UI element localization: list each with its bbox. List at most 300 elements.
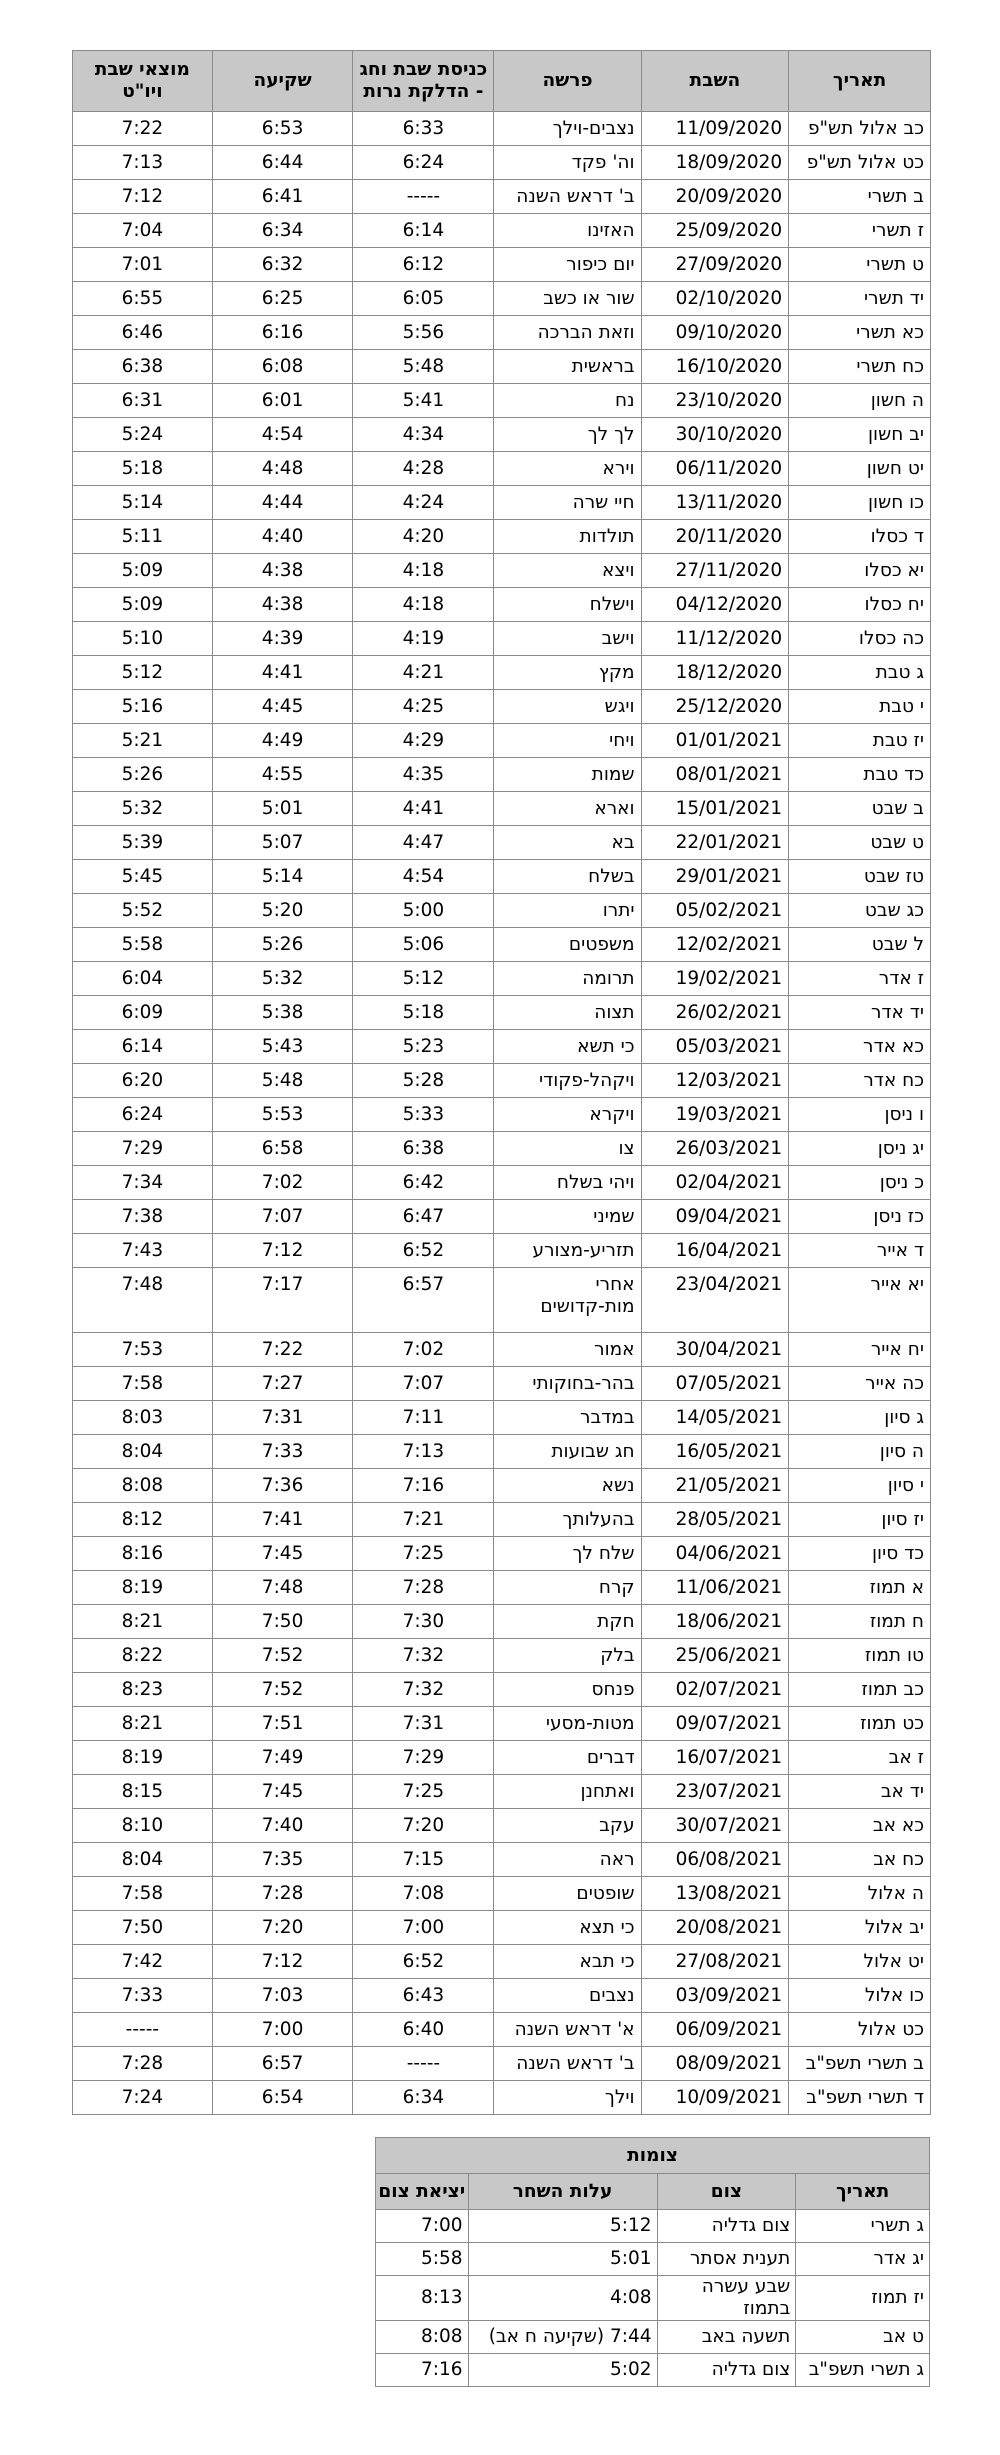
hebrew-date-cell: כז ניסן (789, 1200, 931, 1234)
candle-lighting-cell: 5:18 (353, 996, 494, 1030)
table-row (73, 1367, 931, 1401)
table-row (376, 2243, 930, 2276)
sunset-cell: 7:17 (212, 1268, 353, 1333)
candle-lighting-cell: 4:41 (353, 792, 494, 826)
shabbat-end-cell: 5:58 (73, 928, 213, 962)
parasha-cell: בהר-בחוקותי (494, 1367, 641, 1401)
hebrew-date-cell: ח תמוז (789, 1605, 931, 1639)
table-row (73, 1333, 931, 1367)
shabbat-end-cell: 7:50 (73, 1911, 213, 1945)
shabbat-end-cell: 7:12 (73, 180, 213, 214)
saturday-date-cell: 19/03/2021 (641, 1098, 789, 1132)
sunset-cell: 5:07 (212, 826, 353, 860)
candle-lighting-cell: 7:20 (353, 1809, 494, 1843)
candle-lighting-cell: 4:29 (353, 724, 494, 758)
parasha-cell: שור או כשב (494, 282, 641, 316)
parasha-cell: ואתחנן (494, 1775, 641, 1809)
shabbat-end-cell: 6:38 (73, 350, 213, 384)
saturday-date-cell: 06/08/2021 (641, 1843, 789, 1877)
fast-name-cell: שבע עשרה בתמוז (657, 2276, 796, 2321)
hebrew-date-cell: יז טבת (789, 724, 931, 758)
table-row (73, 1673, 931, 1707)
shabbat-end-cell: 5:09 (73, 588, 213, 622)
shabbat-end-cell: 5:09 (73, 554, 213, 588)
fast-end-cell: 7:16 (376, 2354, 469, 2387)
parasha-cell: בשלח (494, 860, 641, 894)
header-cell: כניסת שבת וחג - הדלקת נרות (353, 51, 494, 112)
saturday-date-cell: 04/06/2021 (641, 1537, 789, 1571)
parasha-cell: ויקהל-פקודי (494, 1064, 641, 1098)
shabbat-end-cell: 7:22 (73, 112, 213, 146)
table-row (73, 758, 931, 792)
hebrew-date-cell: כב אלול תש"פ (789, 112, 931, 146)
sunset-cell: 5:53 (212, 1098, 353, 1132)
parasha-cell: משפטים (494, 928, 641, 962)
sunset-cell: 7:02 (212, 1166, 353, 1200)
saturday-date-cell: 06/09/2021 (641, 2013, 789, 2047)
parasha-cell: תרומה (494, 962, 641, 996)
saturday-date-cell: 26/03/2021 (641, 1132, 789, 1166)
parasha-cell: ויצא (494, 554, 641, 588)
parasha-cell: שלח לך (494, 1537, 641, 1571)
shabbat-end-cell: 5:26 (73, 758, 213, 792)
sunset-cell: 7:50 (212, 1605, 353, 1639)
sunset-cell: 7:35 (212, 1843, 353, 1877)
saturday-date-cell: 25/12/2020 (641, 690, 789, 724)
candle-lighting-cell: 4:18 (353, 554, 494, 588)
candle-lighting-cell: 6:43 (353, 1979, 494, 2013)
parasha-cell: חקת (494, 1605, 641, 1639)
saturday-date-cell: 04/12/2020 (641, 588, 789, 622)
saturday-date-cell: 23/04/2021 (641, 1268, 789, 1333)
candle-lighting-cell: 4:28 (353, 452, 494, 486)
parasha-cell: דברים (494, 1741, 641, 1775)
candle-lighting-cell: 7:16 (353, 1469, 494, 1503)
table-row (73, 1200, 931, 1234)
candle-lighting-cell: 7:31 (353, 1707, 494, 1741)
hebrew-date-cell: כד טבת (789, 758, 931, 792)
table-row (73, 180, 931, 214)
header-cell: פרשה (494, 51, 641, 112)
hebrew-date-cell: כד סיון (789, 1537, 931, 1571)
sunset-cell: 4:38 (212, 588, 353, 622)
hebrew-date-cell: כה כסלו (789, 622, 931, 656)
hebrew-date-cell: יב אלול (789, 1911, 931, 1945)
saturday-date-cell: 19/02/2021 (641, 962, 789, 996)
parasha-cell: נח (494, 384, 641, 418)
table-row (376, 2276, 930, 2321)
header-cell: השבת (641, 51, 789, 112)
parasha-cell: בראשית (494, 350, 641, 384)
sunset-cell: 7:28 (212, 1877, 353, 1911)
candle-lighting-cell: 7:29 (353, 1741, 494, 1775)
saturday-date-cell: 27/09/2020 (641, 248, 789, 282)
table-row (73, 2047, 931, 2081)
hebrew-date-cell: יג ניסן (789, 1132, 931, 1166)
header-cell: צום (657, 2174, 796, 2210)
candle-lighting-cell: 6:57 (353, 1268, 494, 1333)
shabbat-end-cell: 8:04 (73, 1435, 213, 1469)
shabbat-end-cell: 7:28 (73, 2047, 213, 2081)
hebrew-date-cell: ט תשרי (789, 248, 931, 282)
header-cell: מוצאי שבת ויו"ט (73, 51, 213, 112)
saturday-date-cell: 03/09/2021 (641, 1979, 789, 2013)
saturday-date-cell: 18/09/2020 (641, 146, 789, 180)
saturday-date-cell: 18/06/2021 (641, 1605, 789, 1639)
table-row (73, 452, 931, 486)
fast-end-cell: 5:58 (376, 2243, 469, 2276)
saturday-date-cell: 12/03/2021 (641, 1064, 789, 1098)
shabbat-end-cell: 5:14 (73, 486, 213, 520)
sunset-cell: 7:36 (212, 1469, 353, 1503)
candle-lighting-cell: 5:33 (353, 1098, 494, 1132)
sunset-cell: 4:54 (212, 418, 353, 452)
parasha-cell: ב' דראש השנה (494, 2047, 641, 2081)
sunset-cell: 5:01 (212, 792, 353, 826)
candle-lighting-cell: 6:24 (353, 146, 494, 180)
parasha-cell: כי תצא (494, 1911, 641, 1945)
saturday-date-cell: 06/11/2020 (641, 452, 789, 486)
candle-lighting-cell: 7:11 (353, 1401, 494, 1435)
saturday-date-cell: 05/02/2021 (641, 894, 789, 928)
table-row (73, 1401, 931, 1435)
table-row (73, 384, 931, 418)
fast-date-cell: יז תמוז (796, 2276, 930, 2321)
shabbat-end-cell: 6:09 (73, 996, 213, 1030)
sunset-cell: 6:44 (212, 146, 353, 180)
parasha-cell: לך לך (494, 418, 641, 452)
shabbat-end-cell: 5:16 (73, 690, 213, 724)
saturday-date-cell: 30/04/2021 (641, 1333, 789, 1367)
candle-lighting-cell: 7:07 (353, 1367, 494, 1401)
table-row (73, 622, 931, 656)
hebrew-date-cell: י טבת (789, 690, 931, 724)
saturday-date-cell: 18/12/2020 (641, 656, 789, 690)
fast-name-cell: תענית אסתר (657, 2243, 796, 2276)
sunset-cell: 6:41 (212, 180, 353, 214)
table-row (73, 1098, 931, 1132)
parasha-cell: ויהי בשלח (494, 1166, 641, 1200)
parasha-cell: קרח (494, 1571, 641, 1605)
header-cell: עלות השחר (468, 2174, 657, 2210)
sunset-cell: 7:12 (212, 1945, 353, 1979)
hebrew-date-cell: יד אב (789, 1775, 931, 1809)
candle-lighting-cell: 4:19 (353, 622, 494, 656)
hebrew-date-cell: כג שבט (789, 894, 931, 928)
saturday-date-cell: 08/09/2021 (641, 2047, 789, 2081)
hebrew-date-cell: טו תמוז (789, 1639, 931, 1673)
candle-lighting-cell: 6:33 (353, 112, 494, 146)
table-row (73, 1741, 931, 1775)
saturday-date-cell: 28/05/2021 (641, 1503, 789, 1537)
parasha-cell: וישלח (494, 588, 641, 622)
hebrew-date-cell: ד תשרי תשפ"ב (789, 2081, 931, 2115)
parasha-cell: ויקרא (494, 1098, 641, 1132)
table-row (376, 2354, 930, 2387)
table-row (73, 1268, 931, 1333)
shabbat-end-cell: 6:20 (73, 1064, 213, 1098)
saturday-date-cell: 11/06/2021 (641, 1571, 789, 1605)
sunset-cell: 4:44 (212, 486, 353, 520)
sunset-cell: 7:48 (212, 1571, 353, 1605)
table-row (73, 1809, 931, 1843)
parasha-cell: וילך (494, 2081, 641, 2115)
candle-lighting-cell: 4:47 (353, 826, 494, 860)
hebrew-date-cell: כו חשון (789, 486, 931, 520)
shabbat-end-cell: 5:52 (73, 894, 213, 928)
table-row (73, 520, 931, 554)
shabbat-end-cell: 8:15 (73, 1775, 213, 1809)
shabbat-end-cell: 7:58 (73, 1877, 213, 1911)
sunset-cell: 4:49 (212, 724, 353, 758)
sunset-cell: 7:27 (212, 1367, 353, 1401)
sunset-cell: 7:41 (212, 1503, 353, 1537)
shabbat-end-cell: 6:55 (73, 282, 213, 316)
hebrew-date-cell: ד אייר (789, 1234, 931, 1268)
parasha-cell: ראה (494, 1843, 641, 1877)
parasha-cell: א' דראש השנה (494, 2013, 641, 2047)
parasha-cell: נצבים-וילך (494, 112, 641, 146)
hebrew-date-cell: ט שבט (789, 826, 931, 860)
candle-lighting-cell: 6:12 (353, 248, 494, 282)
candle-lighting-cell: 6:52 (353, 1945, 494, 1979)
sunset-cell: 6:16 (212, 316, 353, 350)
sunset-cell: 7:40 (212, 1809, 353, 1843)
hebrew-date-cell: י סיון (789, 1469, 931, 1503)
sunset-cell: 4:45 (212, 690, 353, 724)
saturday-date-cell: 05/03/2021 (641, 1030, 789, 1064)
saturday-date-cell: 13/08/2021 (641, 1877, 789, 1911)
saturday-date-cell: 01/01/2021 (641, 724, 789, 758)
shabbat-end-cell: 7:01 (73, 248, 213, 282)
candle-lighting-cell: 7:13 (353, 1435, 494, 1469)
saturday-date-cell: 20/09/2020 (641, 180, 789, 214)
table-row (73, 146, 931, 180)
table-row (73, 1030, 931, 1064)
hebrew-date-cell: ז אב (789, 1741, 931, 1775)
hebrew-date-cell: ל שבט (789, 928, 931, 962)
shabbat-end-cell: 8:21 (73, 1605, 213, 1639)
table-row (73, 792, 931, 826)
candle-lighting-cell: 5:56 (353, 316, 494, 350)
header-cell: תאריך (796, 2174, 930, 2210)
parasha-cell: בלק (494, 1639, 641, 1673)
shabbat-end-cell: 5:11 (73, 520, 213, 554)
hebrew-date-cell: כט אלול (789, 2013, 931, 2047)
table-row (73, 1605, 931, 1639)
parasha-cell: צו (494, 1132, 641, 1166)
hebrew-date-cell: ה סיון (789, 1435, 931, 1469)
table-row (73, 1707, 931, 1741)
candle-lighting-cell: 7:25 (353, 1537, 494, 1571)
hebrew-date-cell: טז שבט (789, 860, 931, 894)
shabbat-end-cell: 7:58 (73, 1367, 213, 1401)
hebrew-date-cell: יח אייר (789, 1333, 931, 1367)
parasha-cell: אמור (494, 1333, 641, 1367)
fast-end-cell: 8:08 (376, 2321, 469, 2354)
candle-lighting-cell: 7:08 (353, 1877, 494, 1911)
shabbat-end-cell: 6:04 (73, 962, 213, 996)
table-row (73, 826, 931, 860)
saturday-date-cell: 22/01/2021 (641, 826, 789, 860)
fasts-title-row (376, 2138, 930, 2174)
header-cell: יציאת צום (376, 2174, 469, 2210)
parasha-cell: ויחי (494, 724, 641, 758)
sunset-cell: 7:52 (212, 1639, 353, 1673)
hebrew-date-cell: יד תשרי (789, 282, 931, 316)
sunset-cell: 5:38 (212, 996, 353, 1030)
saturday-date-cell: 12/02/2021 (641, 928, 789, 962)
table-row (73, 1945, 931, 1979)
saturday-date-cell: 30/07/2021 (641, 1809, 789, 1843)
saturday-date-cell: 16/10/2020 (641, 350, 789, 384)
saturday-date-cell: 02/04/2021 (641, 1166, 789, 1200)
parasha-cell: האזינו (494, 214, 641, 248)
saturday-date-cell: 09/10/2020 (641, 316, 789, 350)
sunset-cell: 6:57 (212, 2047, 353, 2081)
saturday-date-cell: 16/07/2021 (641, 1741, 789, 1775)
sunset-cell: 5:20 (212, 894, 353, 928)
parasha-cell: מטות-מסעי (494, 1707, 641, 1741)
shabbat-end-cell: 5:24 (73, 418, 213, 452)
sunset-cell: 7:49 (212, 1741, 353, 1775)
fast-name-cell: צום גדליה (657, 2354, 796, 2387)
shabbat-end-cell: 8:08 (73, 1469, 213, 1503)
table-row (73, 2081, 931, 2115)
fast-name-cell: צום גדליה (657, 2210, 796, 2243)
table-row (73, 1843, 931, 1877)
shabbat-end-cell: 5:39 (73, 826, 213, 860)
candle-lighting-cell: 7:21 (353, 1503, 494, 1537)
table-row (73, 1469, 931, 1503)
saturday-date-cell: 10/09/2021 (641, 2081, 789, 2115)
table-row (73, 1166, 931, 1200)
candle-lighting-cell: 4:25 (353, 690, 494, 724)
shabbat-end-cell: 6:46 (73, 316, 213, 350)
shabbat-end-cell: 5:21 (73, 724, 213, 758)
candle-lighting-cell: 5:28 (353, 1064, 494, 1098)
hebrew-date-cell: כח תשרי (789, 350, 931, 384)
shabbat-end-cell: 8:03 (73, 1401, 213, 1435)
hebrew-date-cell: ז תשרי (789, 214, 931, 248)
shabbat-end-cell: 7:34 (73, 1166, 213, 1200)
hebrew-date-cell: כח אדר (789, 1064, 931, 1098)
shabbat-end-cell: 7:42 (73, 1945, 213, 1979)
saturday-date-cell: 16/04/2021 (641, 1234, 789, 1268)
sunset-cell: 5:48 (212, 1064, 353, 1098)
parasha-cell: וארא (494, 792, 641, 826)
fast-date-cell: יג אדר (796, 2243, 930, 2276)
candle-lighting-cell: 6:40 (353, 2013, 494, 2047)
table-row (73, 214, 931, 248)
hebrew-date-cell: כח אב (789, 1843, 931, 1877)
parasha-cell: וה' פקד (494, 146, 641, 180)
saturday-date-cell: 15/01/2021 (641, 792, 789, 826)
sunset-cell: 5:14 (212, 860, 353, 894)
shabbat-end-cell: 7:33 (73, 1979, 213, 2013)
parasha-cell: יתרו (494, 894, 641, 928)
hebrew-date-cell: ז אדר (789, 962, 931, 996)
table-row (376, 2321, 930, 2354)
hebrew-date-cell: כו אלול (789, 1979, 931, 2013)
fasts-header-row (376, 2174, 930, 2210)
hebrew-date-cell: יא כסלו (789, 554, 931, 588)
candle-lighting-cell: 5:06 (353, 928, 494, 962)
candle-lighting-cell: 5:48 (353, 350, 494, 384)
table-row (73, 656, 931, 690)
fast-date-cell: ג תשרי (796, 2210, 930, 2243)
sunset-cell: 4:40 (212, 520, 353, 554)
dawn-cell: 7:44 (שקיעה ח אב) (468, 2321, 657, 2354)
parasha-cell: ב' דראש השנה (494, 180, 641, 214)
parasha-cell: אחרי מות-קדושים (494, 1268, 641, 1333)
parasha-cell: יום כיפור (494, 248, 641, 282)
candle-lighting-cell: ----- (353, 180, 494, 214)
table-row (73, 1639, 931, 1673)
parasha-cell: שמיני (494, 1200, 641, 1234)
candle-lighting-cell: 6:42 (353, 1166, 494, 1200)
saturday-date-cell: 27/08/2021 (641, 1945, 789, 1979)
hebrew-date-cell: יט חשון (789, 452, 931, 486)
shabbat-end-cell: 8:19 (73, 1741, 213, 1775)
sunset-cell: 6:58 (212, 1132, 353, 1166)
shabbat-end-cell: 8:12 (73, 1503, 213, 1537)
table-row (73, 1911, 931, 1945)
table-row (73, 1537, 931, 1571)
shabbat-end-cell: 8:10 (73, 1809, 213, 1843)
sunset-cell: 6:08 (212, 350, 353, 384)
sunset-cell: 4:39 (212, 622, 353, 656)
saturday-date-cell: 26/02/2021 (641, 996, 789, 1030)
hebrew-date-cell: כא תשרי (789, 316, 931, 350)
candle-lighting-cell: 6:52 (353, 1234, 494, 1268)
saturday-date-cell: 11/09/2020 (641, 112, 789, 146)
shabbat-end-cell: ----- (73, 2013, 213, 2047)
hebrew-date-cell: כא אדר (789, 1030, 931, 1064)
fast-name-cell: תשעה באב (657, 2321, 796, 2354)
saturday-date-cell: 02/10/2020 (641, 282, 789, 316)
sunset-cell: 5:26 (212, 928, 353, 962)
shabbat-end-cell: 7:13 (73, 146, 213, 180)
sunset-cell: 4:48 (212, 452, 353, 486)
saturday-date-cell: 23/10/2020 (641, 384, 789, 418)
candle-lighting-cell: 7:15 (353, 1843, 494, 1877)
hebrew-date-cell: ו ניסן (789, 1098, 931, 1132)
parasha-cell: תצוה (494, 996, 641, 1030)
hebrew-date-cell: ב שבט (789, 792, 931, 826)
sunset-cell: 6:53 (212, 112, 353, 146)
sunset-cell: 5:43 (212, 1030, 353, 1064)
hebrew-date-cell: ה אלול (789, 1877, 931, 1911)
saturday-date-cell: 23/07/2021 (641, 1775, 789, 1809)
shabbat-end-cell: 5:12 (73, 656, 213, 690)
saturday-date-cell: 29/01/2021 (641, 860, 789, 894)
sunset-cell: 7:00 (212, 2013, 353, 2047)
candle-lighting-cell: 6:47 (353, 1200, 494, 1234)
saturday-date-cell: 14/05/2021 (641, 1401, 789, 1435)
parasha-cell: פנחס (494, 1673, 641, 1707)
saturday-date-cell: 25/06/2021 (641, 1639, 789, 1673)
parasha-cell: בהעלותך (494, 1503, 641, 1537)
table-row (376, 2210, 930, 2243)
candle-lighting-cell: ----- (353, 2047, 494, 2081)
table-row (73, 690, 931, 724)
parasha-cell: במדבר (494, 1401, 641, 1435)
table-row (73, 418, 931, 452)
parasha-cell: כי תבא (494, 1945, 641, 1979)
dawn-cell: 5:02 (468, 2354, 657, 2387)
hebrew-date-cell: ג טבת (789, 656, 931, 690)
